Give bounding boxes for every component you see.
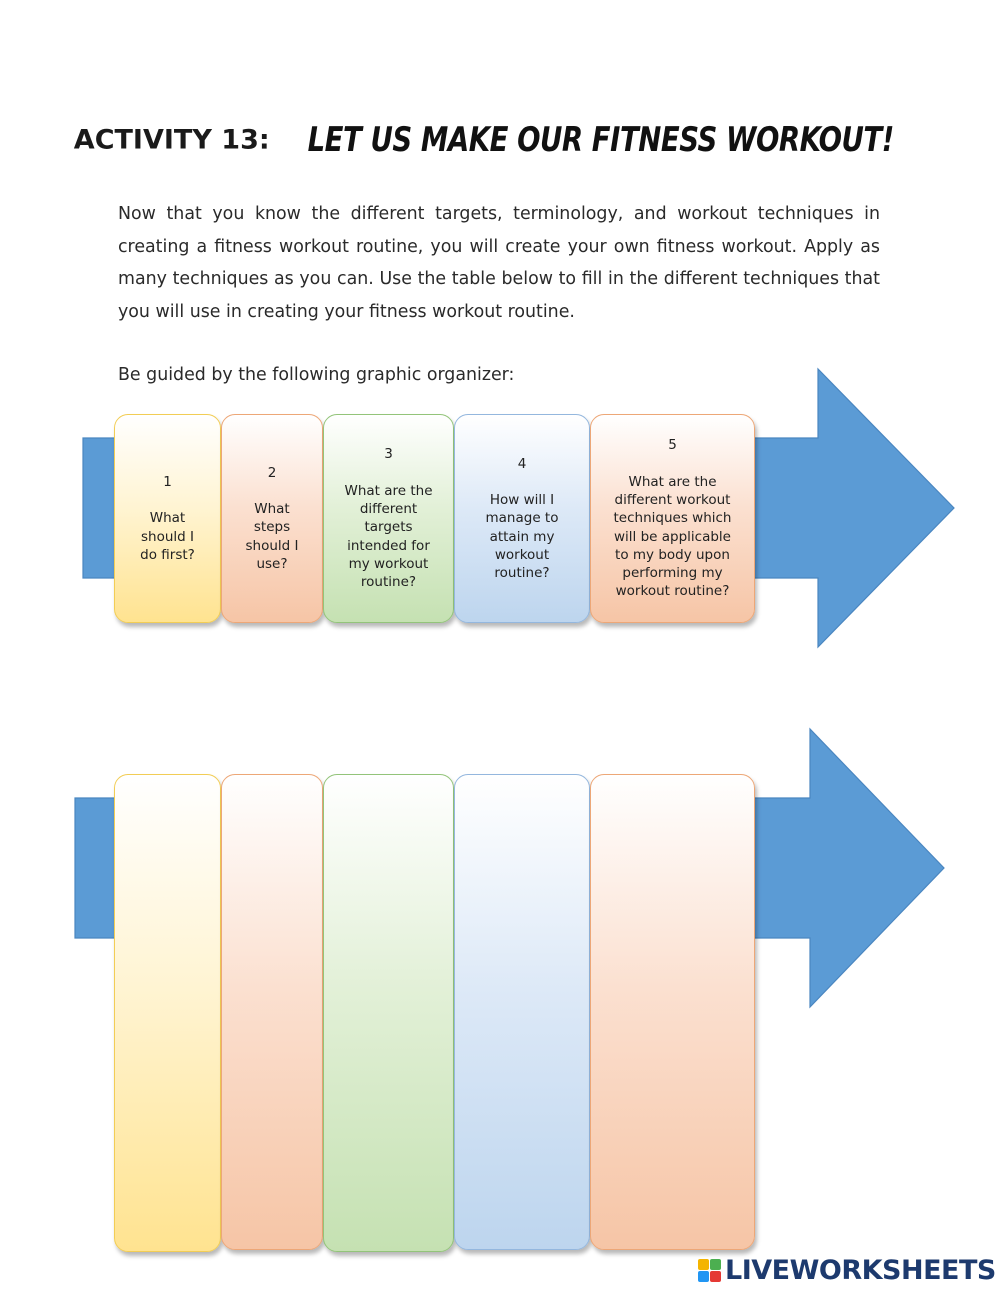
logo-mark-cell: [710, 1259, 721, 1270]
step-question: What are the different targets intended for my workout routine?: [344, 482, 433, 591]
step-box-2: [221, 414, 323, 623]
step-box-1: [114, 414, 221, 623]
answer-box-3[interactable]: [323, 774, 454, 1252]
step-number: 1: [163, 473, 172, 490]
step-number: 3: [384, 446, 393, 463]
logo-text: LIVEWORKSHEETS: [725, 1255, 996, 1286]
step-question: What steps should I use?: [245, 501, 299, 572]
step-question: What are the different workout techniques which will be applicable to my body upon performing my workout routine?: [613, 473, 732, 600]
intro-paragraph: Now that you know the different targets, terminology, and workout techniques in creating a fitness workout routine, you will create your own fitness workout. Apply as many techniques as you can. Use the table below to fill in the different techniques that you will use in creating your fitness workout routine.: [118, 204, 880, 323]
step-number: 2: [267, 464, 277, 481]
logo-mark-cell: [710, 1271, 721, 1282]
activity-number: ACTIVITY 13:: [73, 124, 270, 156]
step-number: 5: [668, 437, 677, 454]
step-box-5: [590, 414, 755, 623]
liveworksheets-logo: [698, 1255, 996, 1286]
step-question: How will I manage to attain my workout routine?: [485, 491, 559, 582]
answer-box-5[interactable]: [590, 774, 755, 1250]
logo-mark-cell: [698, 1271, 709, 1282]
step-question: What should I do first?: [140, 510, 195, 563]
step-box-4: [454, 414, 590, 623]
activity-title: LET US MAKE OUR FITNESS WORKOUT!: [307, 120, 894, 160]
step-number: 4: [517, 455, 527, 472]
step-box-3: [323, 414, 454, 623]
logo-mark-cell: [698, 1259, 709, 1270]
answer-box-4[interactable]: [454, 774, 590, 1250]
answer-box-1[interactable]: [114, 774, 221, 1252]
guide-text: Be guided by the following graphic organizer:: [118, 365, 515, 385]
answer-box-2[interactable]: [221, 774, 323, 1250]
logo-mark-icon: [698, 1259, 721, 1282]
